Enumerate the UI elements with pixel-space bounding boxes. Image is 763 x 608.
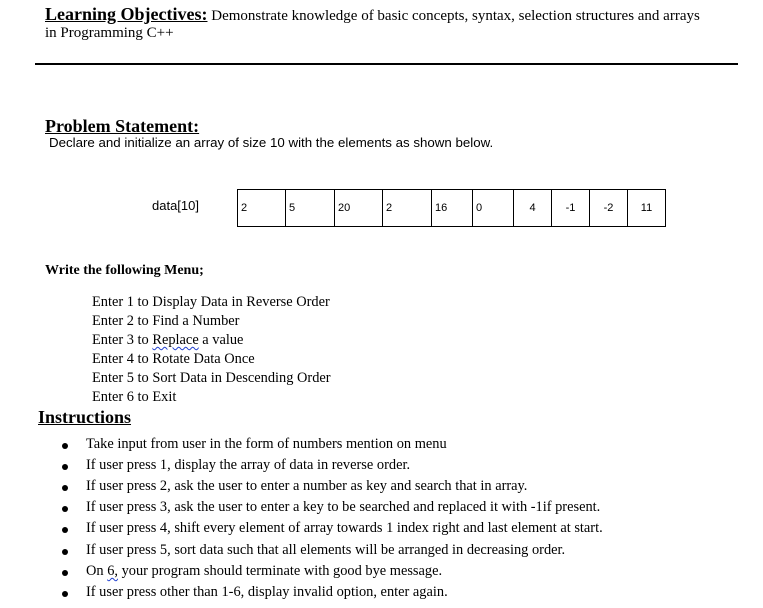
bullet-icon (62, 485, 68, 491)
problem-statement-heading: Problem Statement: (45, 116, 200, 136)
array-cell: 2 (382, 189, 432, 227)
array-cell: -1 (551, 189, 590, 227)
array-cells (237, 189, 665, 227)
learning-objectives-text-continued: in Programming C++ (45, 25, 174, 41)
menu-heading: Write the following Menu; (45, 263, 204, 278)
spellcheck-underline: 6, (107, 563, 118, 579)
instruction-text: Take input from user in the form of numbers mention on menu (86, 436, 447, 452)
bullet-icon (62, 549, 68, 555)
array-cell: 0 (472, 189, 514, 227)
menu-item: Enter 5 to Sort Data in Descending Order (92, 370, 331, 386)
array-cell: 4 (513, 189, 552, 227)
array-cell: 5 (285, 189, 335, 227)
menu-item: Enter 2 to Find a Number (92, 313, 240, 329)
learning-objectives-text: Demonstrate knowledge of basic concepts, syntax, selection structures and arrays (207, 8, 700, 24)
array-cell: 20 (334, 189, 383, 227)
menu-item: Enter 6 to Exit (92, 389, 177, 405)
array-label: data[10] (152, 198, 199, 213)
bullet-icon (62, 527, 68, 533)
bullet-icon (62, 591, 68, 597)
array-cell: 11 (627, 189, 666, 227)
learning-objectives-line (45, 4, 700, 25)
bullet-icon (62, 506, 68, 512)
array-cell: 16 (431, 189, 473, 227)
menu-item: Enter 3 to Replace a value (92, 332, 244, 348)
array-cell: 2 (237, 189, 286, 227)
instruction-text: If user press other than 1-6, display invalid option, enter again. (86, 584, 448, 600)
menu-item: Enter 1 to Display Data in Reverse Order (92, 294, 330, 310)
instruction-text: If user press 2, ask the user to enter a number as key and search that in array. (86, 478, 528, 494)
bullet-icon (62, 570, 68, 576)
problem-statement-text: Declare and initialize an array of size 10 with the elements as shown below. (49, 135, 494, 150)
instruction-text: On 6, your program should terminate with good bye message. (86, 563, 443, 579)
array-cell: -2 (589, 189, 628, 227)
learning-objectives-heading: Learning Objectives: (45, 4, 208, 24)
spellcheck-underline: Replace (152, 332, 199, 348)
bullet-icon (62, 443, 68, 449)
horizontal-divider (35, 63, 738, 65)
instruction-text: If user press 5, sort data such that all elements will be arranged in decreasing order. (86, 542, 566, 558)
instruction-text: If user press 1, display the array of data in reverse order. (86, 457, 411, 473)
instruction-text: If user press 3, ask the user to enter a key to be searched and replaced it with -1if present. (86, 499, 601, 515)
menu-item: Enter 4 to Rotate Data Once (92, 351, 255, 367)
instructions-heading: Instructions (38, 407, 132, 427)
bullet-icon (62, 464, 68, 470)
instruction-text: If user press 4, shift every element of array towards 1 index right and last element at start. (86, 520, 603, 536)
